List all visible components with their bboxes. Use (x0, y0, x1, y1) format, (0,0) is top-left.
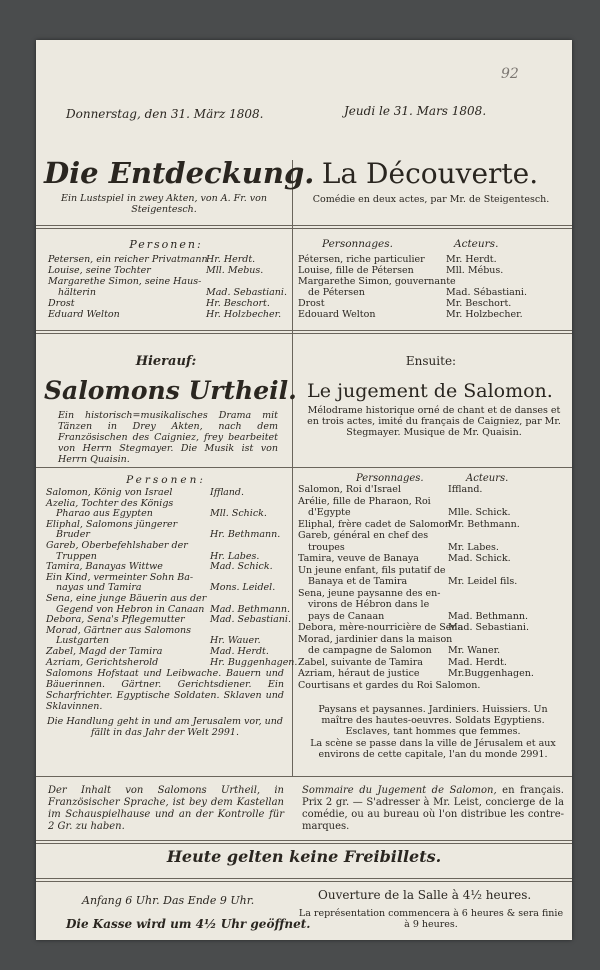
cast-role: de campagne de Salomon (308, 645, 432, 656)
cast-row (46, 635, 284, 646)
cast-role: Eliphal, Salomons jüngerer (46, 518, 178, 530)
cast-role: Lustgarten (56, 635, 109, 647)
cast-actor: Mr.Buggenhagen. (448, 668, 534, 679)
cast-row (46, 551, 284, 562)
cast-role: Drost (48, 298, 75, 309)
cast-row (46, 603, 290, 615)
cast-role: Courtisans et gardes du Roi Salomon. (298, 679, 481, 691)
cast-role: Gegend von Hebron in Canaan (56, 603, 205, 615)
cast-role: Tamira, Banayas Wittwe (46, 561, 163, 573)
cast-role: Petersen, ein reicher Privatmann (48, 254, 208, 265)
german-then: Hierauf: (135, 354, 197, 369)
cast-row (298, 507, 564, 519)
cast-role: Salomon, König von Israel (46, 487, 173, 498)
cast-role: troupes (308, 541, 345, 553)
cast-actor: Hr. Bethmann. (210, 529, 281, 541)
cast-actor: Mr. Waner. (448, 645, 501, 656)
cast-actor: Mad. Sébastiani. (446, 287, 527, 298)
cast-actor: Mad. Herdt. (210, 646, 269, 657)
cast-row (298, 565, 564, 577)
german-scene: Die Handlung geht in und am Jerusalem vor, und fällt in das Jahr der Welt 2991. (47, 716, 283, 738)
free-tickets-notice: Heute gelten keine Freibillets. (166, 847, 442, 866)
cast-row (48, 265, 284, 276)
cast-role: Debora, Sena's Pflegemutter (46, 614, 185, 626)
cast-row (298, 680, 564, 692)
french-play-subtitle: Comédie en deux actes, par Mr. de Steigentesch. (312, 194, 550, 205)
cast-actor: Hr. Labes. (210, 550, 260, 562)
cast-row (298, 657, 564, 669)
cast-role: Azelia, Tochter des Königs (46, 497, 174, 509)
cast-role: Louise, seine Tochter (48, 265, 151, 276)
cast-row (46, 593, 284, 604)
cast-role: Tamira, veuve de Banaya (298, 553, 419, 564)
cast-actor: Mad. Schick. (448, 553, 511, 564)
cast-actor: Mr. Bethmann. (448, 518, 520, 530)
cast-role: Arélie, fille de Pharaon, Roi (298, 495, 431, 507)
cast-role: Pharao aus Egypten (56, 508, 153, 520)
cast-row (46, 572, 284, 583)
cast-role: hälterin (58, 287, 96, 298)
french-then: Ensuite: (405, 354, 457, 368)
cast-role: Morad, jardinier dans la maison (298, 633, 453, 645)
cast-role: Louise, fille de Pétersen (298, 265, 414, 276)
cast-row (46, 487, 284, 498)
cast-actor: Mll. Mebus. (206, 265, 264, 276)
german-play-title: Die Entdeckung. (44, 156, 315, 190)
cast-row (298, 298, 562, 309)
cast-role: Banaya et de Tamira (308, 576, 408, 587)
french-cast2-heading: Personnages. (356, 473, 424, 484)
rule-top (36, 225, 572, 229)
cast-row (46, 519, 284, 530)
cast-actor: Hr. Holzbecher. (206, 309, 282, 320)
cast-role: Eliphal, frère cadet de Salomon (298, 518, 451, 530)
cast-actor: Hr. Wauer. (210, 635, 261, 647)
cast-actor: Mad. Bethmann. (448, 610, 528, 622)
french-cast-heading: Personnages. (322, 238, 393, 250)
cast-row (298, 287, 562, 298)
cast-actor: Hr. Buggenhagen. (210, 656, 298, 668)
cast-role: Gareb, général en chef des (298, 530, 429, 541)
cast-actor: Mad. Sebastiani. (448, 622, 529, 633)
french-times: La représentation commencera à 6 heures & sera finie à 9 heures. (298, 908, 564, 930)
cast-role: Morad, Gärtner aus Salomons (46, 624, 192, 636)
cast-actor: Mr. Leidel fils. (448, 576, 518, 587)
cast-role: Pétersen, riche particulier (298, 254, 425, 265)
french-actors2-heading: Acteurs. (466, 473, 509, 484)
french-play-title: La Découverte. (321, 157, 539, 190)
french-actors-heading: Acteurs. (454, 238, 499, 250)
cast-role: d'Egypte (308, 507, 351, 518)
cast-role: Edouard Welton (298, 309, 376, 320)
column-divider (292, 160, 293, 776)
cast-actor: Mad. Bethmann. (210, 603, 290, 615)
cast-actor: Mr. Labes. (448, 541, 499, 553)
cast-row (298, 542, 564, 554)
cast-role: de Pétersen (308, 287, 365, 298)
cast-row (298, 484, 564, 496)
cast-row (46, 582, 284, 593)
french-notice-lead: Sommaire du Jugement de Salomon, (302, 785, 497, 796)
french-opening: Ouverture de la Salle à 4½ heures. (318, 888, 532, 902)
cast-row (298, 265, 562, 276)
cast-row (48, 298, 284, 309)
cast-role: Margarethe Simon, seine Haus- (48, 276, 202, 287)
cast-role: Gareb, Oberbefehlshaber der (46, 540, 188, 551)
german-cast2-heading: Personen: (126, 474, 206, 486)
cast-role: Eduard Welton (48, 309, 120, 320)
german-notice: Der Inhalt von Salomons Urtheil, in Französischer Sprache, ist bey dem Kastellan im Schauspielhause und an der Kontrolle für 2 Gr. zu haben. (48, 785, 284, 832)
rule-notice (36, 840, 572, 844)
german-box-office: Die Kasse wird um 4½ Uhr geöffnet. (66, 917, 311, 931)
french-play2-title: Le jugement de Salomon. (307, 380, 553, 402)
cast-role: Sena, jeune paysanne des en- (298, 587, 441, 599)
cast-actor: Mad. Herdt. (448, 656, 507, 668)
cast-actor: Mr. Holzbecher. (446, 309, 523, 320)
cast-row (48, 254, 284, 265)
cast-row (298, 588, 564, 600)
cast-row (46, 498, 284, 509)
cast-role: Truppen (56, 550, 97, 562)
cast-row (298, 496, 564, 508)
cast-actor: Iffland. (448, 484, 483, 495)
cast-role: Azriam, héraut de justice (298, 668, 420, 679)
cast-row (298, 276, 562, 287)
cast-row (298, 254, 562, 265)
cast-role: Zabel, Magd der Tamira (46, 646, 163, 657)
playbill-sheet (36, 40, 572, 940)
german-times: Anfang 6 Uhr. Das Ende 9 Uhr. (82, 894, 255, 907)
cast-role: Un jeune enfant, fils putatif de (298, 564, 446, 576)
german-date: Donnerstag, den 31. März 1808. (66, 107, 264, 121)
cast-actor: Mll. Mébus. (446, 265, 504, 276)
cast-row (46, 656, 298, 668)
cast-actor: Mr. Beschort. (446, 298, 512, 309)
rule-bottom (36, 878, 572, 882)
cast-row (46, 508, 284, 519)
cast-row (48, 309, 284, 320)
cast-actor: Mll. Schick. (210, 508, 267, 520)
cast-role: Bruder (56, 529, 90, 541)
cast-row (48, 287, 287, 298)
cast-role: Margarethe Simon, gouvernante (298, 276, 456, 287)
cast-actor: Hr. Herdt. (206, 254, 256, 265)
french-play2-description: Mélodrame historique orné de chant et de danses et en trois actes, imité du français de Caigniez, par Mr. Stegmayer. Musique de Mr. Quaisin. (307, 405, 561, 438)
cast-row (46, 540, 284, 551)
german-play2-description: Ein historisch=musikalisches Drama mit Tänzen in Drey Akten, nach dem Französischen des Caigniez, frey bearbeitet von Herrn Stegmayer. Die Musik ist von Herrn Quaisin. (58, 410, 278, 465)
cast-row (298, 553, 564, 565)
cast-row (46, 646, 284, 657)
cast-row (46, 529, 284, 540)
french-notice-rest: en français. Prix 2 gr. — S'adresser à Mr. Leist, concierge de la comédie, ou au bureau où l'on distribue les contre-marques. (302, 785, 564, 832)
cast-row (298, 576, 564, 588)
page-number: 92 (501, 66, 519, 82)
cast-role: Azriam, Gerichtsherold (46, 656, 159, 668)
cast-row (298, 668, 564, 680)
cast-row (46, 625, 284, 636)
cast-role: Debora, mère-nourricière de Sena (298, 622, 464, 633)
cast-actor: Mlle. Schick. (448, 507, 511, 518)
cast-row (46, 614, 291, 626)
cast-actor: Mad. Schick. (210, 561, 273, 573)
cast-row (298, 645, 564, 657)
cast-actor: Mr. Herdt. (446, 254, 497, 265)
cast-row (298, 519, 564, 531)
german-cast-heading: Personen: (129, 238, 203, 251)
cast-role: Sena, eine junge Bäuerin aus der (46, 593, 207, 604)
cast-row (298, 530, 564, 542)
french-extras: Paysans et paysannes. Jardiniers. Huissiers. Un maître des hautes-oeuvres. Soldats Egyptiens. Esclaves, tant hommes que femmes. (318, 704, 548, 737)
cast-role: nayas und Tamira (56, 582, 142, 594)
cast-row (298, 611, 564, 623)
rule-mid1 (36, 330, 572, 334)
cast-role: pays de Canaan (308, 610, 385, 622)
cast-role: virons de Hébron dans le (308, 599, 430, 610)
cast-actor: Mons. Leidel. (210, 582, 276, 594)
cast-actor: Mad. Sebastiani. (210, 614, 291, 626)
rule-mid3 (36, 776, 572, 777)
cast-row (298, 634, 564, 646)
cast-role: Ein Kind, vermeinter Sohn Ba- (46, 571, 194, 583)
cast-row (298, 622, 564, 634)
french-notice (302, 785, 564, 833)
french-date: Jeudi le 31. Mars 1808. (344, 104, 487, 118)
cast-row (48, 276, 284, 287)
german-play-subtitle: Ein Lustspiel in zwey Akten, von A. Fr. von Steigentesch. (61, 193, 267, 215)
cast-role: Zabel, suivante de Tamira (298, 656, 423, 668)
cast-row (46, 561, 284, 572)
cast-row (298, 599, 564, 611)
german-play2-title: Salomons Urtheil. (44, 376, 297, 405)
cast-role: Salomon, Roi d'Israel (298, 484, 401, 495)
cast-row (298, 309, 562, 320)
cast-role: Drost (298, 298, 325, 309)
cast-actor: Hr. Beschort. (206, 298, 270, 309)
french-scene: La scène se passe dans la ville de Jérusalem et aux environs de cette capitale, l'an du monde 2991. (310, 738, 556, 760)
rule-mid2 (36, 467, 572, 468)
cast-actor: Mad. Sebastiani. (206, 287, 287, 298)
german-extras: Salomons Hofstaat und Leibwache. Bauern und Bäuerinnen. Gärtner. Gerichtsdiener. Ein Scharfrichter. Egyptische Soldaten. Sklaven und Sklavinnen. (46, 668, 284, 712)
cast-actor: Iffland. (210, 487, 245, 498)
